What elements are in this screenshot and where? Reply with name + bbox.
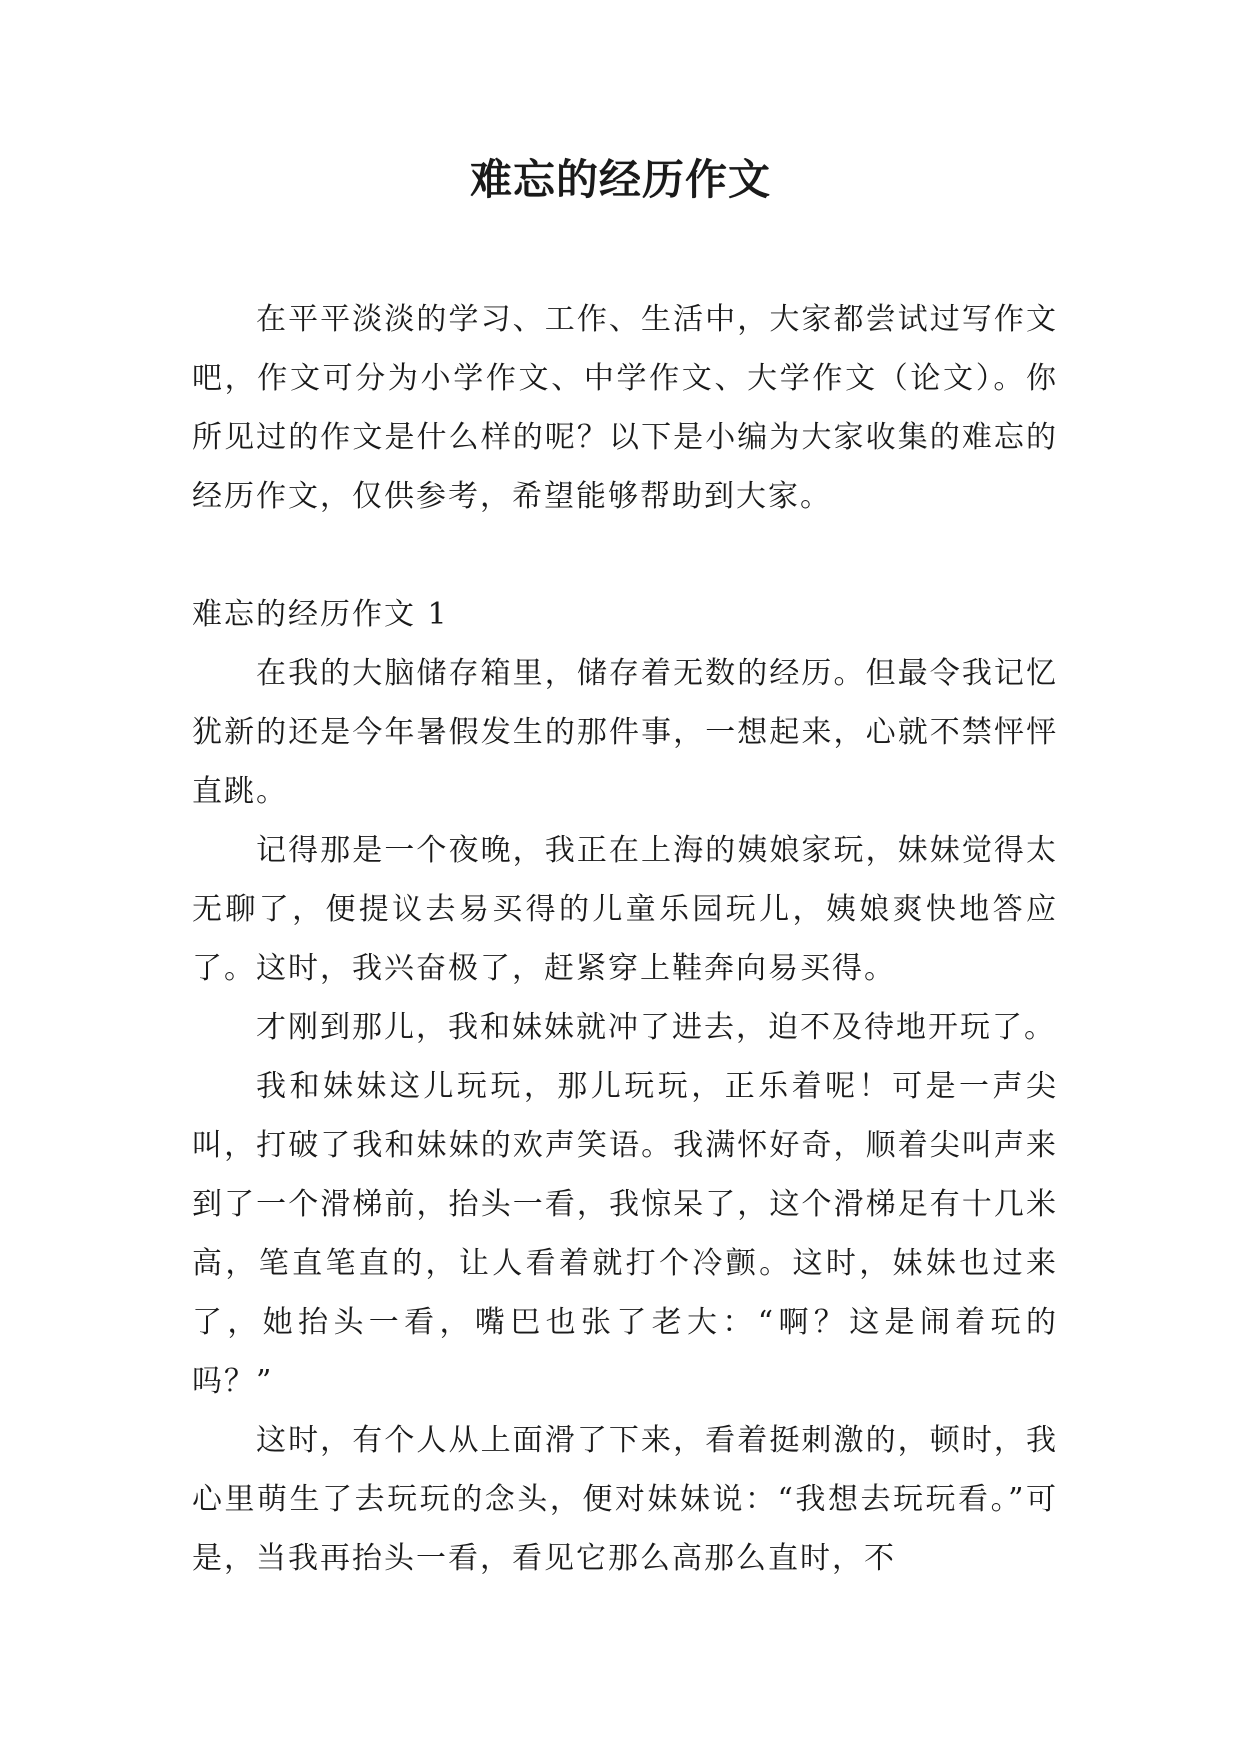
body-paragraph: 我和妹妹这儿玩玩，那儿玩玩，正乐着呢！可是一声尖叫，打破了我和妹妹的欢声笑语。我满怀好奇，顺着尖叫声来到了一个滑梯前，抬头一看，我惊呆了，这个滑梯足有十几米高，笔直笔直的，让人看着就打个冷颤。这时，妹妹也过来了，她抬头一看，嘴巴也张了老大：“啊？这是闹着玩的吗？” — [192, 1069, 1058, 1399]
document-title: 难忘的经历作文 — [469, 155, 771, 204]
body-paragraph: 才刚到那儿，我和妹妹就冲了进去，迫不及待地开玩了。 — [256, 1010, 1056, 1045]
body-paragraph: 记得那是一个夜晚，我正在上海的姨娘家玩，妹妹觉得太无聊了，便提议去易买得的儿童乐园玩儿，姨娘爽快地答应了。这时，我兴奋极了，赶紧穿上鞋奔向易买得。 — [192, 833, 1058, 986]
body-paragraph: 在我的大脑储存箱里，储存着无数的经历。但最令我记忆犹新的还是今年暑假发生的那件事，一想起来，心就不禁怦怦直跳。 — [192, 656, 1058, 809]
section-heading: 难忘的经历作文 1 — [192, 597, 449, 632]
body-paragraph: 这时，有个人从上面滑了下来，看着挺刺激的，顿时，我心里萌生了去玩玩的念头，便对妹妹说：“我想去玩玩看。”可是，当我再抬头一看，看见它那么高那么直时，不 — [192, 1423, 1058, 1576]
intro-paragraph: 在平平淡淡的学习、工作、生活中，大家都尝试过写作文吧，作文可分为小学作文、中学作文、大学作文（论文）。你所见过的作文是什么样的呢？以下是小编为大家收集的难忘的经历作文，仅供参考，希望能够帮助到大家。 — [192, 302, 1058, 514]
document-body — [192, 290, 1058, 1588]
